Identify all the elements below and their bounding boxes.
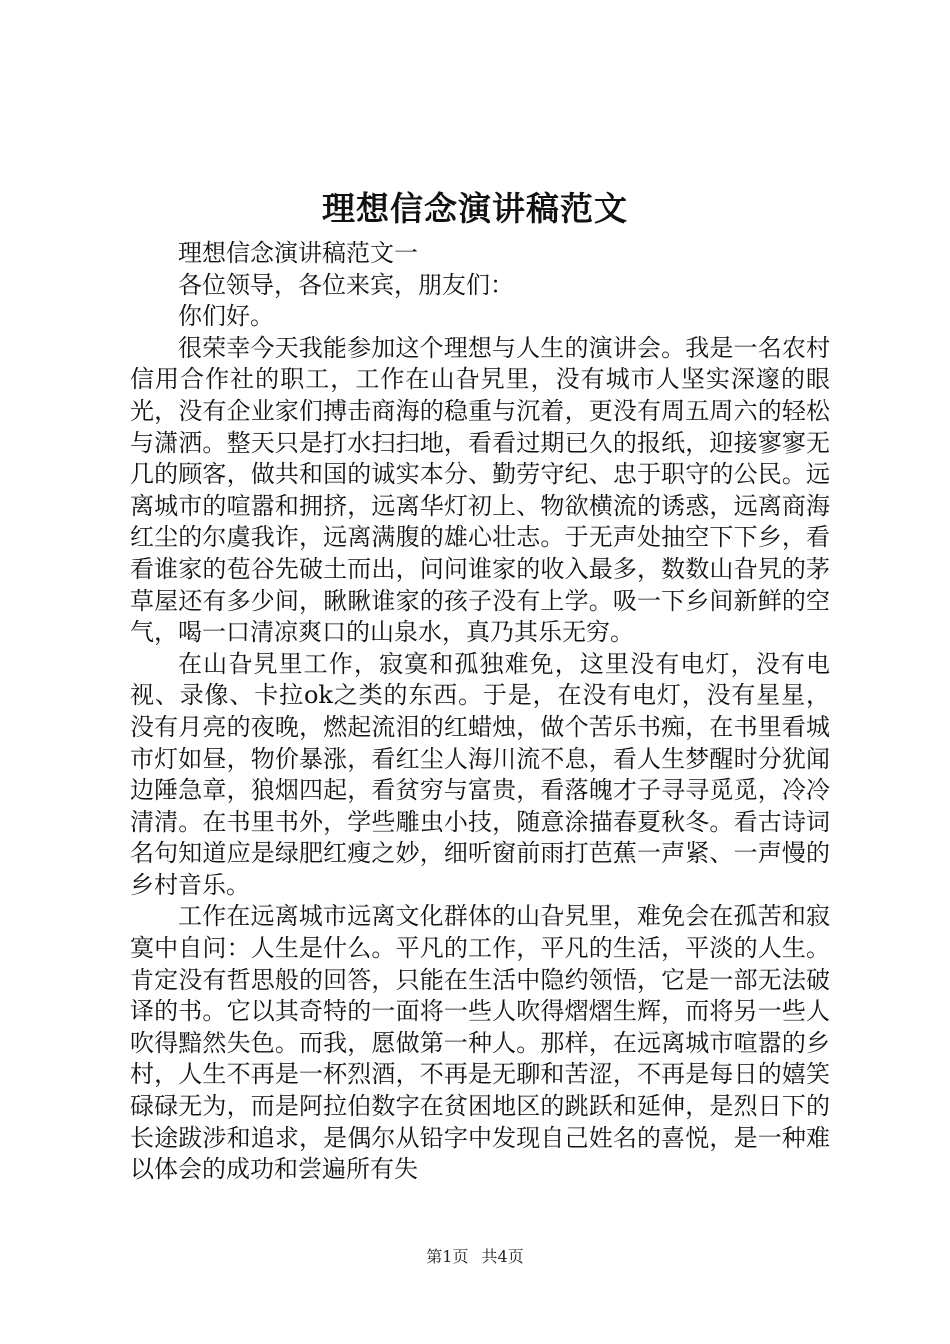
paragraph-1: 很荣幸今天我能参加这个理想与人生的演讲会。我是一名农村信用合作社的职工，工作在山旮旯里，没有城市人坚实深邃的眼光，没有企业家们搏击商海的稳重与沉着，更没有周五周六的轻松与潇洒。整天只是打水扫扫地，看看过期已久的报纸，迎接寥寥无几的顾客，做共和国的诚实本分、勤劳守纪、忠于职守的公民。远离城市的喧嚣和拥挤，远离华灯初上、物欲横流的诱惑，远离商海红尘的尔虞我诈，远离满腹的雄心壮志。于无声处抽空下下乡，看看谁家的苞谷先破土而出，问问谁家的收入最多，数数山旮旯的茅草屋还有多少间，瞅瞅谁家的孩子没有上学。吸一下乡间新鲜的空气，喝一口清凉爽口的山泉水，真乃其乐无穷。 (130, 333, 830, 647)
page-number-total: 共4页 (481, 1247, 524, 1266)
paragraph-3: 工作在远离城市远离文化群体的山旮旯里，难免会在孤苦和寂寞中自问：人生是什么。平凡的工作，平凡的生活，平淡的人生。肯定没有哲思般的回答，只能在生活中隐约领悟，它是一部无法破译的书。它以其奇特的一面将一些人吹得熠熠生辉，而将另一些人吹得黯然失色。而我，愿做第一种人。那样，在远离城市喧嚣的乡村，人生不再是一杯烈酒，不再是无聊和苦涩，不再是每日的嬉笑碌碌无为，而是阿拉伯数字在贫困地区的跳跃和延伸，是烈日下的长途跋涉和追求，是偶尔从铅字中发现自己姓名的喜悦，是一种难以体会的成功和尝遍所有失 (130, 902, 830, 1184)
paragraph-salutation: 各位领导，各位来宾，朋友们： (178, 270, 514, 299)
paragraph-2: 在山旮旯里工作，寂寞和孤独难免，这里没有电灯，没有电视、录像、卡拉ok之类的东西。于是，在没有电灯，没有星星，没有月亮的夜晚，燃起流泪的红蜡烛，做个苦乐书痴，在书里看城市灯如昼，物价暴涨，看红尘人海川流不息，看人生梦醒时分犹闻边陲急章，狼烟四起，看贫穷与富贵，看落魄才子寻寻觅觅，冷冷清清。在书里书外，学些雕虫小技，随意涂描春夏秋冬。看古诗词名句知道应是绿肥红瘦之妙，细听窗前雨打芭蕉一声紧、一声慢的乡村音乐。 (130, 649, 830, 899)
paragraph-heading: 理想信念演讲稿范文一 (178, 239, 418, 267)
document-title: 理想信念演讲稿范文 (322, 189, 628, 228)
page-number-current: 第1页 (426, 1247, 469, 1266)
document-body (130, 238, 830, 1186)
paragraph-greeting: 你们好。 (178, 302, 274, 331)
page-footer (0, 1246, 950, 1268)
